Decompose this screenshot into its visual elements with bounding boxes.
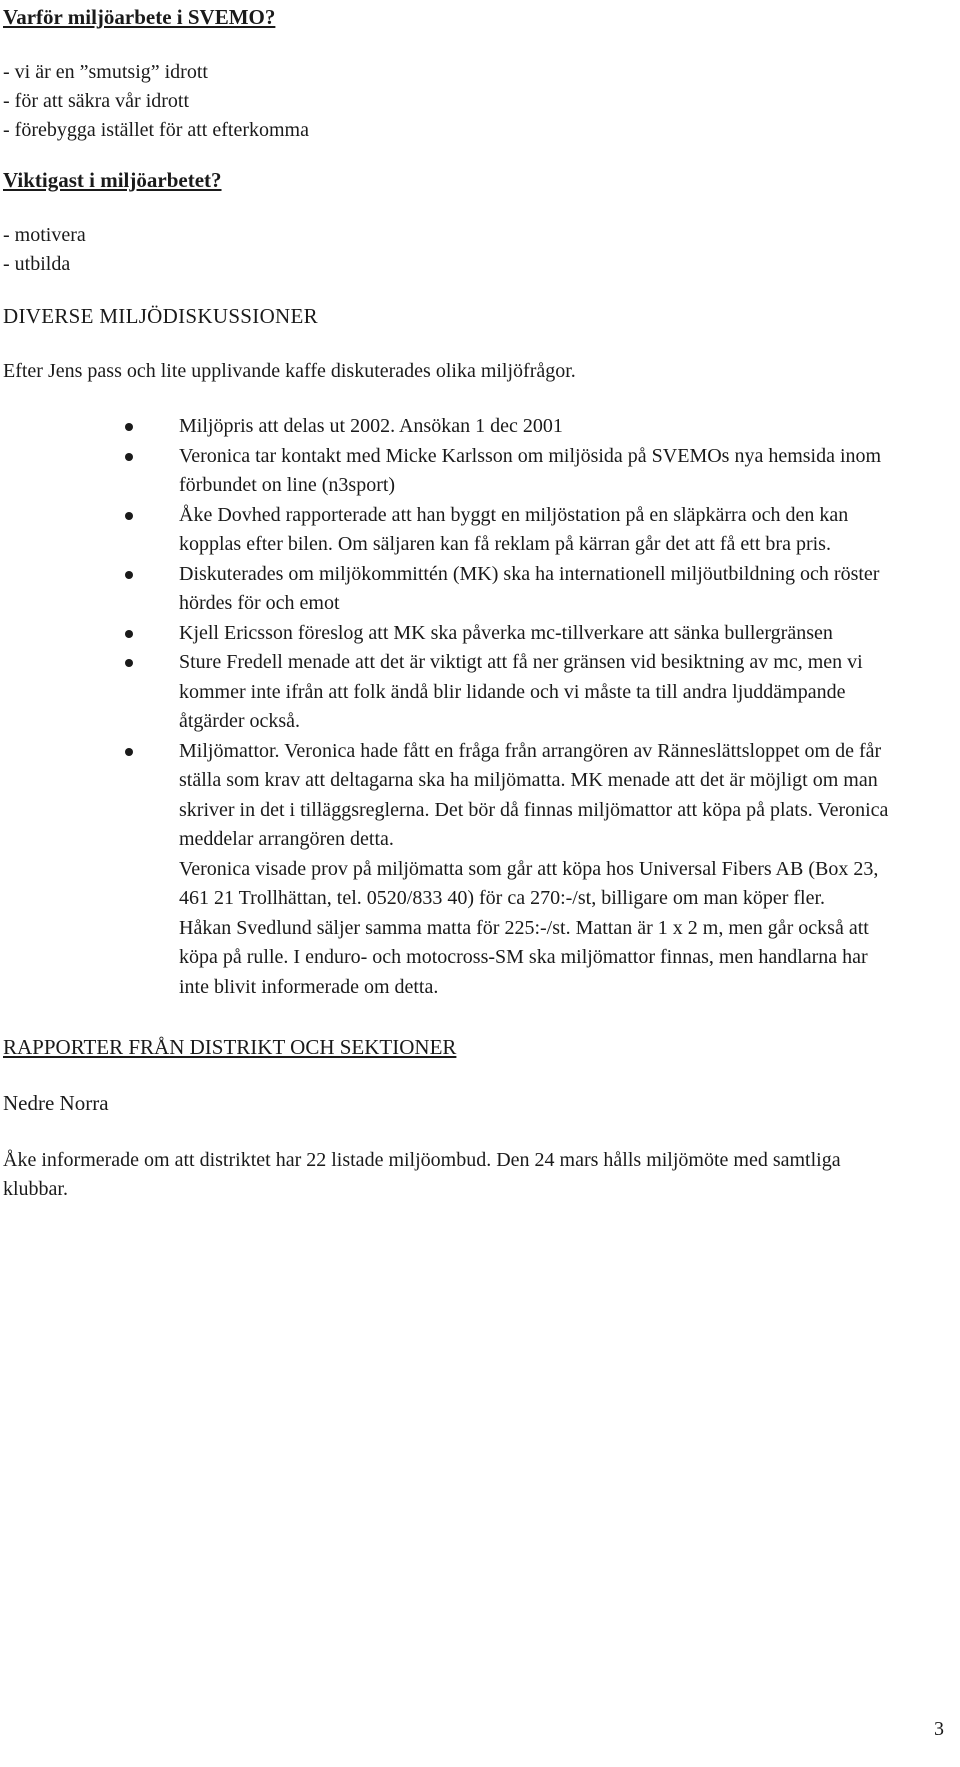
list-item xyxy=(3,442,899,501)
why-line: - förebygga istället för att efterkomma xyxy=(3,119,309,141)
list-item xyxy=(3,648,899,737)
mat-sample-paragraph: Veronica visade prov på miljömatta som går att köpa hos Universal Fibers AB (Box 23, 461 21 Trollhättan, tel. 0520/833 40) för ca 270:-/st, billigare om man köper fler. xyxy=(179,857,879,909)
reports-title: RAPPORTER FRÅN DISTRIKT OCH SEKTIONER xyxy=(3,1035,457,1059)
list-item-text: Sture Fredell menade att det är viktigt att få ner gränsen vid besiktning av mc, men vi kommer inte ifrån att folk ändå blir lidande och vi måste ta till andra ljuddämpande åtgärder också. xyxy=(179,651,863,732)
list-item xyxy=(3,412,899,442)
bullet-icon xyxy=(125,512,133,520)
why-list xyxy=(3,58,953,145)
list-item xyxy=(3,560,899,619)
bullet-icon xyxy=(125,659,133,667)
list-item-text: Diskuterades om miljökommittén (MK) ska ha internationell miljöutbildning och röster hördes för och emot xyxy=(179,562,880,614)
list-item-text: Kjell Ericsson föreslog att MK ska påverka mc-tillverkare att sänka bullergränsen xyxy=(179,621,833,644)
list-item xyxy=(3,737,899,855)
list-item xyxy=(3,501,899,560)
bullet-icon xyxy=(125,423,133,431)
why-line: - för att säkra vår idrott xyxy=(3,90,190,112)
diverse-title: DIVERSE MILJÖDISKUSSIONER xyxy=(3,304,318,328)
why-line: - vi är en ”smutsig” idrott xyxy=(3,61,208,83)
key-list xyxy=(3,221,953,279)
list-item-text: Åke Dovhed rapporterade att han byggt en miljöstation på en släpkärra och den kan kopplas efter bilen. Om säljaren kan få reklam på kärran går det att få ett bra pris. xyxy=(179,503,849,555)
key-line: - utbilda xyxy=(3,253,71,275)
key-line: - motivera xyxy=(3,224,86,246)
list-item-text: Miljömattor. Veronica hade fått en fråga från arrangören av Ränneslättsloppet om de får ställa som krav att deltagarna ska ha miljömatta. MK menade att det är möjligt om man skriver in det i tilläggsreglerna. Det bör då finnas miljömattor att köpa på plats. Veronica meddelar arrangören detta. xyxy=(179,739,889,850)
bullet-icon xyxy=(125,453,133,461)
discussion-bullet-list xyxy=(3,412,953,855)
nedre-title: Nedre Norra xyxy=(3,1091,109,1115)
page-number: 3 xyxy=(934,1718,944,1740)
list-item xyxy=(3,619,899,649)
bullet-icon xyxy=(125,630,133,638)
list-item-text: Veronica tar kontakt med Micke Karlsson om miljösida på SVEMOs nya hemsida inom förbundet on line (n3sport) xyxy=(179,444,882,496)
mat-price-paragraph: Håkan Svedlund säljer samma matta för 225:-/st. Mattan är 1 x 2 m, men går också att köpa på rulle. I enduro- och motocross-SM ska miljömattor finnas, men handlarna har inte blivit informerade om detta. xyxy=(179,916,869,998)
document-page xyxy=(3,0,953,1204)
list-item-text: Miljöpris att delas ut 2002. Ansökan 1 dec 2001 xyxy=(179,415,563,437)
nedre-paragraph: Åke informerade om att distriktet har 22 listade miljöombud. Den 24 mars hålls miljömöte med samtliga klubbar. xyxy=(3,1149,841,1200)
key-title: Viktigast i miljöarbetet? xyxy=(3,168,222,192)
bullet-icon xyxy=(125,748,133,756)
why-title: Varför miljöarbete i SVEMO? xyxy=(3,5,276,29)
bullet-icon xyxy=(125,571,133,579)
diverse-intro: Efter Jens pass och lite upplivande kaffe diskuterades olika miljöfrågor. xyxy=(3,360,576,382)
